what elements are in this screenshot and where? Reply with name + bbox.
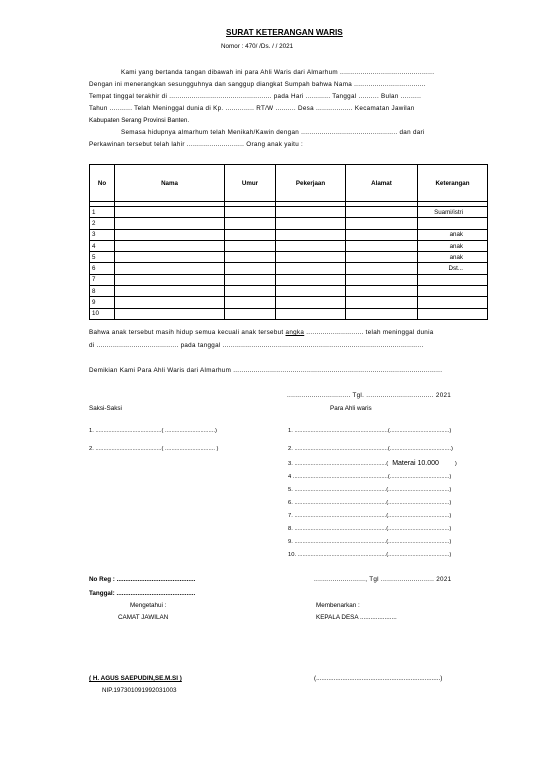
cell-alamat — [346, 274, 418, 285]
header-no: No — [90, 165, 115, 202]
cell-no: 9 — [90, 297, 115, 308]
cell-alamat — [346, 263, 418, 274]
intro-line-7: Perkawinan tersebut telah lahir ............................ Orang anak yaitu : — [89, 141, 304, 148]
cell-nama — [115, 240, 225, 251]
no-reg: No Reg : ............................................. — [89, 576, 196, 583]
cell-ket: Dst... — [418, 263, 488, 274]
closing-line: Demikian Kami Para Ahli Waris dari Almarhum ...................................................................................................... — [89, 367, 443, 374]
cell-pekerjaan — [276, 274, 346, 285]
cell-no: 8 — [90, 286, 115, 297]
ahli-waris-9: 9. .........................................................(......................................) — [288, 539, 452, 545]
date-right: ........................., Tgl .......................... 2021 — [314, 576, 452, 583]
cell-nama — [115, 218, 225, 229]
cell-alamat — [346, 297, 418, 308]
materai-close: ) — [454, 461, 457, 467]
cell-pekerjaan — [276, 252, 346, 263]
cell-ket: anak — [418, 229, 488, 240]
intro-line-5: Kabupaten Serang Provinsi Banten. — [89, 117, 190, 124]
cell-umur — [225, 218, 276, 229]
header-umur: Umur — [225, 165, 276, 202]
cell-nama — [115, 229, 225, 240]
intro-line-4: Tahun ........... Telah Meninggal dunia di Kp. .............. RT/W .......... Desa .................. Kecamatan Jawilan — [89, 105, 415, 112]
cell-ket: Suami/istri — [418, 207, 488, 218]
cell-no: 5 — [90, 252, 115, 263]
ahli-waris-5: 5. .........................................................(......................................) — [288, 487, 452, 493]
camat-title: CAMAT JAWILAN — [118, 614, 169, 621]
cell-ket — [418, 274, 488, 285]
cell-umur — [225, 229, 276, 240]
ahli-waris-6: 6. .........................................................(......................................) — [288, 500, 452, 506]
cell-pekerjaan — [276, 207, 346, 218]
membenarkan-label: Membenarkan : — [316, 602, 360, 609]
cell-pekerjaan — [276, 263, 346, 274]
after-table-text-a: Bahwa anak tersebut masih hidup semua kecuali anak tersebut — [89, 329, 286, 336]
table-row — [90, 263, 488, 274]
ahli-waris-10: 10. .......................................................(......................................) — [288, 552, 452, 558]
saksi-1: 1. .........................................( ...............................) — [89, 428, 217, 434]
cell-ket — [418, 218, 488, 229]
cell-nama — [115, 274, 225, 285]
cell-umur — [225, 308, 276, 319]
cell-ket — [418, 297, 488, 308]
cell-pekerjaan — [276, 286, 346, 297]
cell-no: 3 — [90, 229, 115, 240]
camat-name: ( H. AGUS SAEPUDIN,SE.M.SI ) — [89, 675, 182, 682]
cell-alamat — [346, 252, 418, 263]
cell-nama — [115, 297, 225, 308]
cell-alamat — [346, 218, 418, 229]
table-header-row — [90, 165, 488, 202]
header-alamat: Alamat — [346, 165, 418, 202]
header-keterangan: Keterangan — [418, 165, 488, 202]
document-number: Nomor : 470/ /Ds. / / 2021 — [221, 43, 294, 50]
table-row — [90, 218, 488, 229]
cell-pekerjaan — [276, 218, 346, 229]
cell-ket: anak — [418, 252, 488, 263]
cell-umur — [225, 252, 276, 263]
cell-ket — [418, 286, 488, 297]
camat-nip: NIP.197301091992031003 — [102, 687, 177, 694]
cell-nama — [115, 207, 225, 218]
ahli-waris-3 — [288, 460, 457, 468]
ahli-waris-2: 2. ..........................................................(......................................) — [288, 446, 453, 452]
cell-no: 1 — [90, 207, 115, 218]
cell-no: 2 — [90, 218, 115, 229]
cell-umur — [225, 297, 276, 308]
header-nama: Nama — [115, 165, 225, 202]
table-row — [90, 286, 488, 297]
ahli-waris-4: 4 ...........................................................(.....................................) — [288, 474, 452, 480]
cell-ket — [418, 308, 488, 319]
after-table-line-1 — [89, 329, 434, 337]
after-table-text-b: ............................ telah meninggal dunia — [304, 329, 434, 336]
heirs-table — [89, 164, 488, 320]
intro-line-3: Tempat tinggal terakhir di .................................................. pada Hari ............ Tanggal .......... Bulan .......... — [89, 93, 422, 100]
ahli-waris-label: Para Ahli waris — [330, 405, 372, 412]
cell-alamat — [346, 229, 418, 240]
tanggal-field: Tanggal: ............................................. — [89, 590, 196, 597]
cell-alamat — [346, 240, 418, 251]
cell-pekerjaan — [276, 308, 346, 319]
mengetahui-label: Mengetahui : — [130, 602, 167, 609]
header-pekerjaan: Pekerjaan — [276, 165, 346, 202]
saksi-label: Saksi-Saksi — [89, 405, 122, 412]
place-date: ............................... Tgl. ................................. 2021 — [287, 392, 452, 399]
cell-no: 7 — [90, 274, 115, 285]
cell-no: 6 — [90, 263, 115, 274]
saksi-2: 2. .........................................( ............................... ) — [89, 446, 219, 452]
ahli-waris-3-text: 3. .........................................................( — [288, 461, 389, 467]
kades-name: (.......................................................................) — [314, 675, 443, 682]
cell-alamat — [346, 286, 418, 297]
cell-umur — [225, 240, 276, 251]
cell-no: 10 — [90, 308, 115, 319]
cell-umur — [225, 274, 276, 285]
kades-title: KEPALA DESA ..................... — [316, 614, 397, 621]
materai-label: Materai 10.000 — [392, 460, 439, 467]
cell-pekerjaan — [276, 240, 346, 251]
table-row — [90, 297, 488, 308]
cell-pekerjaan — [276, 229, 346, 240]
cell-nama — [115, 286, 225, 297]
table-row — [90, 229, 488, 240]
cell-umur — [225, 286, 276, 297]
cell-umur — [225, 207, 276, 218]
ahli-waris-7: 7. .........................................................(......................................) — [288, 513, 452, 519]
table-row — [90, 308, 488, 319]
cell-umur — [225, 263, 276, 274]
cell-nama — [115, 308, 225, 319]
angka-word: angka — [285, 329, 305, 336]
table-row — [90, 240, 488, 251]
cell-nama — [115, 252, 225, 263]
cell-ket: anak — [418, 240, 488, 251]
intro-line-1: Kami yang bertanda tangan dibawah ini para Ahli Waris dari Almarhum .............................................. — [121, 69, 435, 76]
cell-alamat — [346, 207, 418, 218]
table-row — [90, 252, 488, 263]
after-table-line-2: di ........................................ pada tanggal .................................................................................................. — [89, 342, 424, 349]
ahli-waris-1: 1. ..........................................................(.....................................) — [288, 428, 452, 434]
intro-line-6: Semasa hidupnya almarhum telah Menikah/Kawin dengan ............................................... dan dari — [121, 129, 425, 136]
cell-nama — [115, 263, 225, 274]
table-row — [90, 274, 488, 285]
document-title: SURAT KETERANGAN WARIS — [226, 28, 343, 37]
ahli-waris-8: 8. .........................................................(......................................) — [288, 526, 452, 532]
cell-alamat — [346, 308, 418, 319]
cell-pekerjaan — [276, 297, 346, 308]
cell-no: 4 — [90, 240, 115, 251]
intro-line-2: Dengan ini menerangkan sesungguhnya dan sanggup diangkat Sumpah bahwa Nama ................................... — [89, 81, 426, 88]
table-row — [90, 207, 488, 218]
